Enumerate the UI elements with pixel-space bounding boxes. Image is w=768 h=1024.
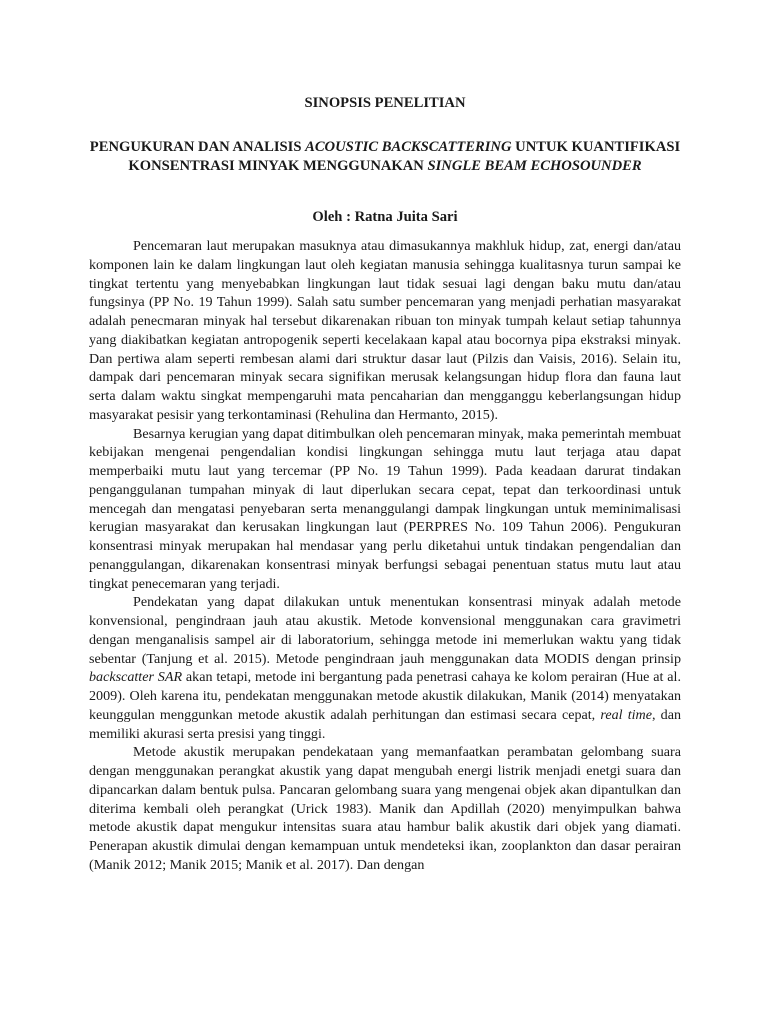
- title-part-1: PENGUKURAN DAN ANALISIS: [89, 139, 306, 155]
- paragraph-4: Metode akustik merupakan pendekataan yang memanfaatkan perambatan gelombang suara dengan menggunakan perangkat akustik yang dapat mengubah energi listrik menjadi enetgi suara dan dipancarkan dalam bentuk pulsa. Pancaran gelombang suara yang mengenai objek akan dipantulkan dan diterima kembali oleh perangkat (Urick 1983). Manik dan Apdillah (2020) menyimpulkan bahwa metode akustik dapat mengukur intensitas suara atau hambur balik akustik dari objek yang diamati. Penerapan akustik dimulai dengan kemampuan untuk mendeteksi ikan, zooplankton dan dasar perairan (Manik 2012; Manik 2015; Manik et al. 2017). Dan dengan: [89, 744, 681, 873]
- paragraph-1: Pencemaran laut merupakan masuknya atau dimasukannya makhluk hidup, zat, energi dan/atau komponen lain ke dalam lingkungan laut oleh kegiatan manusia sehingga kualitasnya turun sampai ke tingkat tertentu yang menyebabkan lingkungan laut tidak sesuai lagi dengan baku mutu dan/atau fungsinya (PP No. 19 Tahun 1999). Salah satu sumber pencemaran yang menjadi perhatian masyarakat adalah penecmaran minyak hal tersebut dikarenakan ribuan ton minyak tumpah kelaut setiap tahunnya yang diakibatkan kegiatan antropogenik seperti kecelakaan kapal atau bocornya pipa ekstraksi minyak. Dan pertiwa alam seperti rembesan alami dari struktur dasar laut (Pilzis dan Vaisis, 2016). Selain itu, dampak dari pencemaran minyak secara signifikan merusak kelangsungan hidup flora dan fauna laut serta dalam waktu singkat mempengaruhi mata pencaharian dan mengganggu keberlangsungan hidup masyarakat pesisir yang terkontaminasi (Rehulina dan Hermanto, 2015).: [89, 238, 681, 423]
- paragraph-3-italic-backscatter-sar: backscatter SAR: [89, 669, 183, 686]
- author-line: Oleh : Ratna Juita Sari: [312, 209, 458, 225]
- paragraph-2: Besarnya kerugian yang dapat ditimbulkan oleh pencemaran minyak, maka pemerintah membuat kebijakan mengenai pengendalian kondisi lingkungan sehingga mutu laut terjaga atau dapat memperbaiki mutu laut yang tercemar (PP No. 19 Tahun 1999). Pada keadaan darurat tindakan penganggulanan tumpahan minyak di laut diperlukan secara cepat, tepat dan terkoordinasi untuk mencegah dan mengatasi penyebaran serta menanggulangi dampak lingkungan untuk meminimalisasi kerugian masyarakat dan kerusakan lingkungan laut (PERPRES No. 109 Tahun 2006). Pengukuran konsentrasi minyak merupakan hal mendasar yang perlu diketahui untuk tindakan pengendalian dan penanggulangan, dikarenakan konsentrasi minyak berfungsi sebagai penentuan status mutu laut atau tingkat penecemaran yang terjadi.: [89, 425, 681, 592]
- section-title: SINOPSIS PENELITIAN: [304, 95, 466, 111]
- document-title: [89, 138, 681, 175]
- paragraph-3: [89, 593, 681, 743]
- body-text: [89, 237, 681, 875]
- title-italic-single-beam-echosounder: SINGLE BEAM ECHOSOUNDER: [427, 157, 642, 174]
- paragraph-3-text-2: akan tetapi, metode ini bergantung pada penetrasi cahaya ke kolom perairan (Hue at al. 2009). Oleh karena itu, pendekatan menggunakan metode akustik dilakukan, Manik (2014) menyatakan keunggulan menggunkan metode akustik adalah perhitungan dan estimasi secara cepat,: [89, 669, 681, 723]
- title-italic-acoustic-backscattering: ACOUSTIC BACKSCATTERING: [305, 139, 512, 155]
- paragraph-3-italic-real-time: real time: [600, 706, 652, 723]
- paragraph-3-text-3: , dan memiliki akurasi serta presisi yang tinggi.: [89, 706, 682, 742]
- title-part-3: UNTUK KUANTIFIKASI KONSENTRASI MINYAK MENGGUNAKAN: [128, 139, 681, 174]
- paragraph-3-text-1: Pendekatan yang dapat dilakukan untuk menentukan konsentrasi minyak adalah metode konvensional, pengindraan jauh atau akustik. Metode konvensional menggunakan cara gravimetri dengan menganalisis sampel air di laboratorium, sehingga metode ini memerlukan waktu yang tidak sebentar (Tanjung et al. 2015). Metode pengindraan jauh menggunakan data MODIS dengan prinsip: [89, 594, 681, 667]
